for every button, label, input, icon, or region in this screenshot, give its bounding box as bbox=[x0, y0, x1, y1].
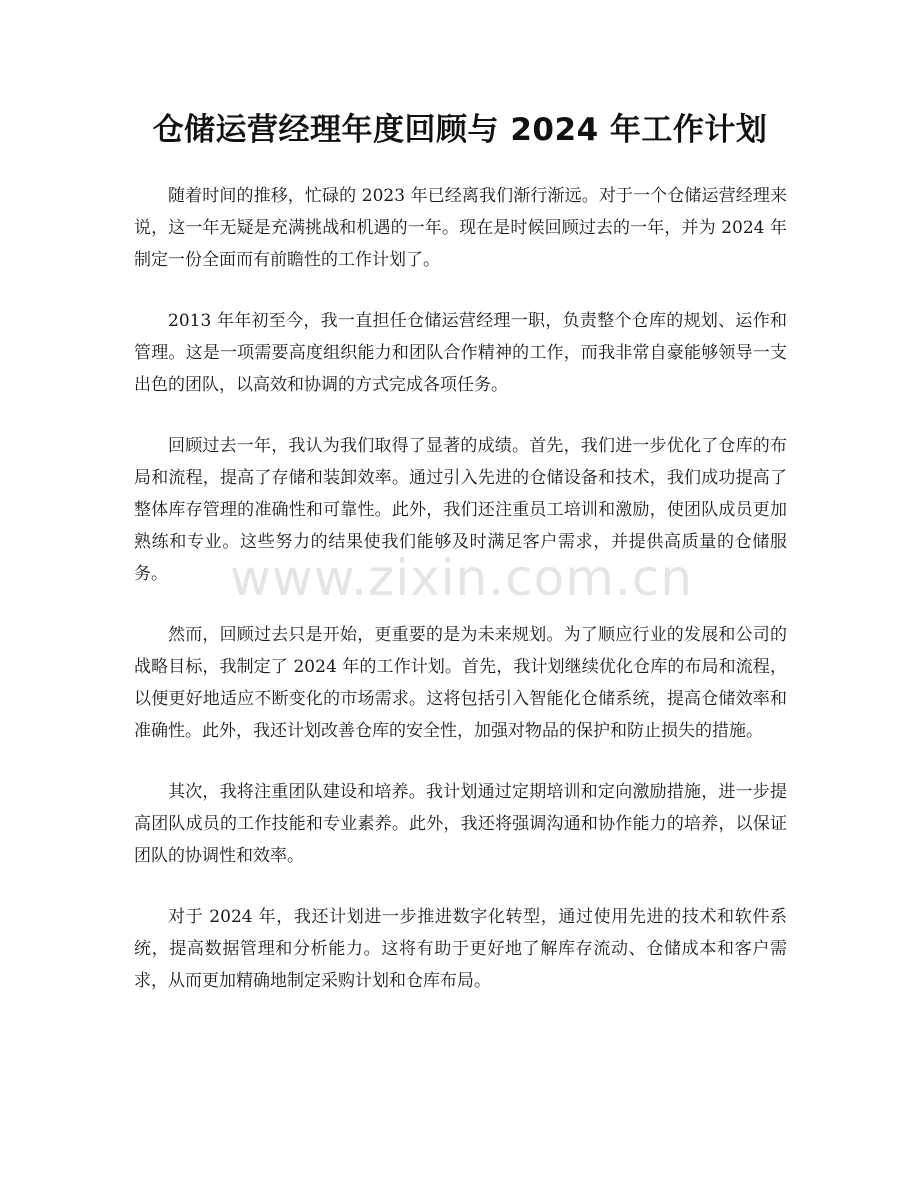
paragraph-5: 其次，我将注重团队建设和培养。我计划通过定期培训和定向激励措施，进一步提高团队成员的工作技能和专业素养。此外，我还将强调沟通和协作能力的培养，以保证团队的协调性和效率。 bbox=[134, 782, 787, 866]
paragraph-1: 随着时间的推移，忙碌的 2023 年已经离我们渐行渐远。对于一个仓储运营经理来说，这一年无疑是充满挑战和机遇的一年。现在是时候回顾过去的一年，并为 2024 年制定一份全面而有前瞻性的工作计划了。 bbox=[134, 186, 787, 270]
document-body bbox=[134, 180, 787, 1026]
paragraph-6: 对于 2024 年，我还计划进一步推进数字化转型，通过使用先进的技术和软件系统，提高数据管理和分析能力。这将有助于更好地了解库存流动、仓储成本和客户需求，从而更加精确地制定采购计划和仓库布局。 bbox=[134, 907, 787, 991]
paragraph-2: 2013 年年初至今，我一直担任仓储运营经理一职，负责整个仓库的规划、运作和管理。这是一项需要高度组织能力和团队合作精神的工作，而我非常自豪能够领导一支出色的团队，以高效和协调的方式完成各项任务。 bbox=[134, 311, 787, 395]
paragraph-3: 回顾过去一年，我认为我们取得了显著的成绩。首先，我们进一步优化了仓库的布局和流程，提高了存储和装卸效率。通过引入先进的仓储设备和技术，我们成功提高了整体库存管理的准确性和可靠性。此外，我们还注重员工培训和激励，使团队成员更加熟练和专业。这些努力的结果使我们能够及时满足客户需求，并提供高质量的仓储服务。 bbox=[134, 436, 787, 584]
paragraph-4: 然而，回顾过去只是开始，更重要的是为未来规划。为了顺应行业的发展和公司的战略目标，我制定了 2024 年的工作计划。首先，我计划继续优化仓库的布局和流程，以便更好地适应不断变化的市场需求。这将包括引入智能化仓储系统，提高仓储效率和准确性。此外，我还计划改善仓库的安全性，加强对物品的保护和防止损失的措施。 bbox=[134, 625, 787, 741]
watermark: www.zixin.com.cn bbox=[230, 549, 694, 607]
document-title: 仓储运营经理年度回顾与 2024 年工作计划 bbox=[152, 112, 768, 148]
